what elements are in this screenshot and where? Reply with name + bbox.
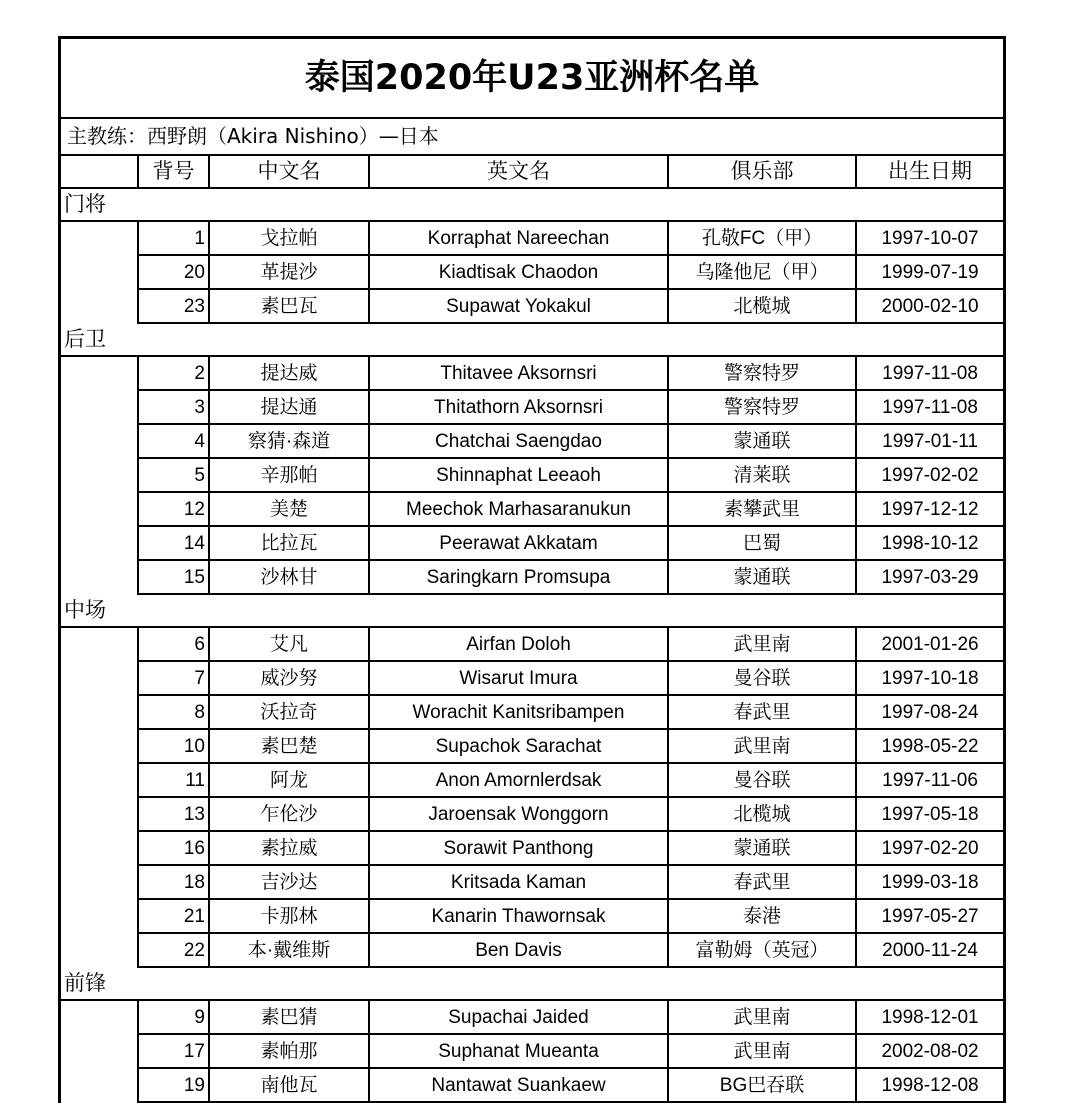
cell-birthdate: 1998-12-08 [856, 1068, 1003, 1102]
cell-club: BG巴吞联 [668, 1068, 856, 1102]
roster-sheet [58, 36, 1006, 1103]
cell-position-spacer [61, 865, 138, 899]
cell-position-spacer [61, 695, 138, 729]
table-row [61, 458, 1003, 492]
table-row [61, 356, 1003, 390]
column-header-position [61, 155, 138, 188]
cell-jersey-number: 21 [138, 899, 209, 933]
roster-table [61, 39, 1003, 1103]
table-row [61, 560, 1003, 594]
table-row [61, 289, 1003, 323]
cell-english-name: Korraphat Nareechan [369, 221, 668, 255]
cell-birthdate: 1997-05-18 [856, 797, 1003, 831]
cell-position-spacer [61, 526, 138, 560]
cell-chinese-name: 南他瓦 [209, 1068, 369, 1102]
cell-birthdate: 1999-07-19 [856, 255, 1003, 289]
cell-chinese-name: 艾凡 [209, 627, 369, 661]
cell-position-spacer [61, 492, 138, 526]
table-row [61, 526, 1003, 560]
cell-position-spacer [61, 255, 138, 289]
table-row [61, 1000, 1003, 1034]
cell-birthdate: 1997-12-12 [856, 492, 1003, 526]
cell-english-name: Peerawat Akkatam [369, 526, 668, 560]
column-header-english-name: 英文名 [369, 155, 668, 188]
cell-position-spacer [61, 933, 138, 967]
cell-english-name: Thitavee Aksornsri [369, 356, 668, 390]
cell-birthdate: 2000-11-24 [856, 933, 1003, 967]
cell-birthdate: 1997-11-08 [856, 390, 1003, 424]
cell-club: 蒙通联 [668, 560, 856, 594]
cell-club: 蒙通联 [668, 831, 856, 865]
cell-jersey-number: 18 [138, 865, 209, 899]
table-row [61, 763, 1003, 797]
cell-chinese-name: 革提沙 [209, 255, 369, 289]
cell-position-spacer [61, 458, 138, 492]
column-header-club: 俱乐部 [668, 155, 856, 188]
table-row [61, 255, 1003, 289]
table-row [61, 627, 1003, 661]
cell-english-name: Kritsada Kaman [369, 865, 668, 899]
cell-club: 武里南 [668, 627, 856, 661]
cell-chinese-name: 吉沙达 [209, 865, 369, 899]
table-row [61, 221, 1003, 255]
cell-chinese-name: 本·戴维斯 [209, 933, 369, 967]
cell-english-name: Supachai Jaided [369, 1000, 668, 1034]
cell-english-name: Kiadtisak Chaodon [369, 255, 668, 289]
cell-english-name: Jaroensak Wonggorn [369, 797, 668, 831]
cell-birthdate: 1997-10-07 [856, 221, 1003, 255]
cell-birthdate: 1997-11-06 [856, 763, 1003, 797]
cell-jersey-number: 16 [138, 831, 209, 865]
cell-position-spacer [61, 1034, 138, 1068]
cell-jersey-number: 13 [138, 797, 209, 831]
cell-club: 武里南 [668, 1000, 856, 1034]
cell-birthdate: 1997-01-11 [856, 424, 1003, 458]
cell-club: 春武里 [668, 865, 856, 899]
cell-club: 蒙通联 [668, 424, 856, 458]
cell-birthdate: 2000-02-10 [856, 289, 1003, 323]
table-row [61, 424, 1003, 458]
cell-chinese-name: 素拉威 [209, 831, 369, 865]
section-header-row [61, 594, 1003, 627]
cell-english-name: Supachok Sarachat [369, 729, 668, 763]
cell-club: 警察特罗 [668, 356, 856, 390]
cell-jersey-number: 5 [138, 458, 209, 492]
cell-jersey-number: 23 [138, 289, 209, 323]
cell-club: 武里南 [668, 729, 856, 763]
cell-club: 北榄城 [668, 289, 856, 323]
cell-jersey-number: 6 [138, 627, 209, 661]
cell-position-spacer [61, 899, 138, 933]
table-row [61, 797, 1003, 831]
cell-club: 孔敬FC（甲） [668, 221, 856, 255]
cell-position-spacer [61, 763, 138, 797]
cell-birthdate: 1998-05-22 [856, 729, 1003, 763]
cell-jersey-number: 12 [138, 492, 209, 526]
cell-birthdate: 2002-08-02 [856, 1034, 1003, 1068]
table-row [61, 695, 1003, 729]
cell-english-name: Anon Amornlerdsak [369, 763, 668, 797]
section-label: 门将 [61, 188, 1003, 221]
cell-chinese-name: 乍伦沙 [209, 797, 369, 831]
cell-english-name: Worachit Kanitsribampen [369, 695, 668, 729]
cell-english-name: Sorawit Panthong [369, 831, 668, 865]
head-coach-label: 主教练：西野朗（Akira Nishino）—日本 [67, 123, 439, 148]
title-row [61, 39, 1003, 118]
cell-jersey-number: 10 [138, 729, 209, 763]
cell-chinese-name: 比拉瓦 [209, 526, 369, 560]
cell-chinese-name: 阿龙 [209, 763, 369, 797]
cell-english-name: Saringkarn Promsupa [369, 560, 668, 594]
cell-jersey-number: 4 [138, 424, 209, 458]
cell-birthdate: 1997-02-02 [856, 458, 1003, 492]
cell-chinese-name: 沙林甘 [209, 560, 369, 594]
cell-club: 北榄城 [668, 797, 856, 831]
cell-chinese-name: 提达威 [209, 356, 369, 390]
cell-position-spacer [61, 390, 138, 424]
cell-chinese-name: 素巴楚 [209, 729, 369, 763]
cell-birthdate: 1997-08-24 [856, 695, 1003, 729]
cell-position-spacer [61, 1000, 138, 1034]
coach-row [61, 118, 1003, 155]
cell-jersey-number: 11 [138, 763, 209, 797]
column-header-birthdate: 出生日期 [856, 155, 1003, 188]
cell-jersey-number: 17 [138, 1034, 209, 1068]
table-row [61, 831, 1003, 865]
section-header-row [61, 323, 1003, 356]
cell-jersey-number: 2 [138, 356, 209, 390]
section-label: 后卫 [61, 323, 1003, 356]
table-row [61, 865, 1003, 899]
cell-english-name: Meechok Marhasaranukun [369, 492, 668, 526]
table-row [61, 390, 1003, 424]
cell-birthdate: 2001-01-26 [856, 627, 1003, 661]
cell-chinese-name: 威沙努 [209, 661, 369, 695]
cell-club: 富勒姆（英冠） [668, 933, 856, 967]
cell-club: 武里南 [668, 1034, 856, 1068]
cell-birthdate: 1997-05-27 [856, 899, 1003, 933]
cell-birthdate: 1998-12-01 [856, 1000, 1003, 1034]
cell-english-name: Kanarin Thawornsak [369, 899, 668, 933]
cell-jersey-number: 20 [138, 255, 209, 289]
cell-club: 春武里 [668, 695, 856, 729]
table-row [61, 492, 1003, 526]
column-header-number: 背号 [138, 155, 209, 188]
cell-chinese-name: 辛那帕 [209, 458, 369, 492]
cell-position-spacer [61, 831, 138, 865]
cell-chinese-name: 卡那林 [209, 899, 369, 933]
cell-english-name: Nantawat Suankaew [369, 1068, 668, 1102]
cell-club: 泰港 [668, 899, 856, 933]
section-header-row [61, 967, 1003, 1000]
cell-birthdate: 1997-10-18 [856, 661, 1003, 695]
cell-birthdate: 1998-10-12 [856, 526, 1003, 560]
cell-club: 警察特罗 [668, 390, 856, 424]
cell-position-spacer [61, 560, 138, 594]
cell-english-name: Suphanat Mueanta [369, 1034, 668, 1068]
cell-chinese-name: 美楚 [209, 492, 369, 526]
cell-jersey-number: 1 [138, 221, 209, 255]
cell-position-spacer [61, 1068, 138, 1102]
section-header-row [61, 188, 1003, 221]
cell-english-name: Airfan Doloh [369, 627, 668, 661]
coach-cell [61, 118, 1003, 155]
cell-club: 巴蜀 [668, 526, 856, 560]
cell-english-name: Chatchai Saengdao [369, 424, 668, 458]
cell-position-spacer [61, 221, 138, 255]
cell-birthdate: 1997-03-29 [856, 560, 1003, 594]
cell-position-spacer [61, 729, 138, 763]
column-header-chinese-name: 中文名 [209, 155, 369, 188]
cell-jersey-number: 7 [138, 661, 209, 695]
cell-position-spacer [61, 424, 138, 458]
cell-club: 乌隆他尼（甲） [668, 255, 856, 289]
cell-english-name: Ben Davis [369, 933, 668, 967]
cell-chinese-name: 素帕那 [209, 1034, 369, 1068]
cell-chinese-name: 察猜·森道 [209, 424, 369, 458]
cell-jersey-number: 8 [138, 695, 209, 729]
cell-english-name: Thitathorn Aksornsri [369, 390, 668, 424]
table-row [61, 661, 1003, 695]
section-label: 中场 [61, 594, 1003, 627]
cell-club: 素攀武里 [668, 492, 856, 526]
cell-jersey-number: 3 [138, 390, 209, 424]
cell-position-spacer [61, 661, 138, 695]
cell-club: 清莱联 [668, 458, 856, 492]
table-row [61, 1068, 1003, 1102]
cell-club: 曼谷联 [668, 661, 856, 695]
cell-jersey-number: 19 [138, 1068, 209, 1102]
cell-position-spacer [61, 356, 138, 390]
cell-chinese-name: 素巴猜 [209, 1000, 369, 1034]
table-row [61, 1034, 1003, 1068]
cell-english-name: Shinnaphat Leeaoh [369, 458, 668, 492]
cell-position-spacer [61, 797, 138, 831]
cell-chinese-name: 素巴瓦 [209, 289, 369, 323]
table-row [61, 729, 1003, 763]
cell-jersey-number: 9 [138, 1000, 209, 1034]
cell-chinese-name: 沃拉奇 [209, 695, 369, 729]
table-row [61, 933, 1003, 967]
cell-birthdate: 1997-02-20 [856, 831, 1003, 865]
cell-jersey-number: 22 [138, 933, 209, 967]
cell-jersey-number: 14 [138, 526, 209, 560]
table-row [61, 899, 1003, 933]
cell-birthdate: 1999-03-18 [856, 865, 1003, 899]
document-title-cell [61, 39, 1003, 118]
cell-position-spacer [61, 627, 138, 661]
column-header-row [61, 155, 1003, 188]
cell-position-spacer [61, 289, 138, 323]
page-title: 泰国2020年U23亚洲杯名单 [304, 57, 760, 98]
cell-club: 曼谷联 [668, 763, 856, 797]
cell-birthdate: 1997-11-08 [856, 356, 1003, 390]
cell-chinese-name: 戈拉帕 [209, 221, 369, 255]
cell-english-name: Wisarut Imura [369, 661, 668, 695]
cell-english-name: Supawat Yokakul [369, 289, 668, 323]
cell-jersey-number: 15 [138, 560, 209, 594]
section-label: 前锋 [61, 967, 1003, 1000]
cell-chinese-name: 提达通 [209, 390, 369, 424]
